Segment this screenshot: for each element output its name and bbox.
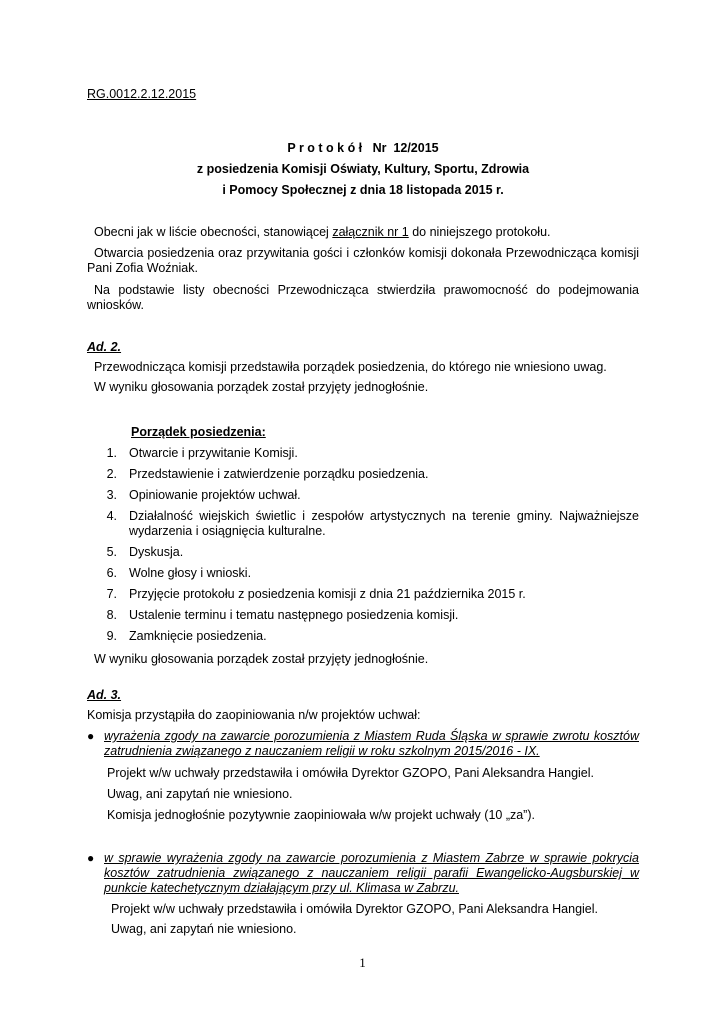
bullet-icon: ● [87,729,95,743]
attachment-link[interactable]: załącznik nr 1 [332,225,409,239]
ad3-heading: Ad. 3. [87,688,122,702]
agenda-list: 1. Otwarcie i przywitanie Komisji. 2. Przedstawienie i zatwierdzenie porządku posiedzenia. 3. Opiniowanie projektów uchwał. 4. Działalność wiejskich świetlic i zespołów artystycznych na terenie gminy. Najważniejsze wydarzenia i osiągnięcia kulturalne. 5. Dyskusja. 6. Wolne głosy i wnioski. 7. Przyjęcie protokołu z posiedzenia komisji z dnia 21 października 2015 r. 8. Ustalenie terminu i tematu następnego posiedzenia komisji. 9. Zamknięcie posiedzenia. [106,446,639,643]
ad2-heading: Ad. 2. [87,340,122,354]
resolution-title: w sprawie wyrażenia zgody na zawarcie porozumienia z Miastem Zabrze w sprawie pokrycia kosztów zatrudnienia związanego z nauczaniem religii parafii Ewangelicko-Augsburskiej w punkcie katechetycznym działającym przy ul. Klimasa w Zabrzu. [104,851,639,895]
bullet-icon: ● [87,851,95,865]
title-line-3: i Pomocy Społecznej z dnia 18 listopada 2015 r. [222,183,504,197]
title-line-2: z posiedzenia Komisji Oświaty, Kultury, Sportu, Zdrowia [196,162,530,176]
page-number: 1 [359,955,366,970]
resolution-remarks: Uwag, ani zapytań nie wniesiono. [111,922,297,936]
opening-paragraph: Otwarcia posiedzenia oraz przywitania gości i członków komisji dokonała Przewodnicząca komisji Pani Zofia Woźniak. [87,246,639,275]
attendance-paragraph: Obecni jak w liście obecności, stanowiącej załącznik nr 1 do niniejszego protokołu. [94,225,551,239]
ad2-paragraph-1: Przewodnicząca komisji przedstawiła porządek posiedzenia, do którego nie wniesiono uwag. [94,360,607,374]
resolution-presenter: Projekt w/w uchwały przedstawiła i omówiła Dyrektor GZOPO, Pani Aleksandra Hangiel. [111,902,598,916]
ad2-paragraph-2: W wyniku głosowania porządek został przyjęty jednogłośnie. [94,380,429,394]
quorum-paragraph: Na podstawie listy obecności Przewodnicząca stwierdziła prawomocność do podejmowania wniosków. [87,283,639,312]
ad3-intro: Komisja przystąpiła do zaopiniowania n/w projektów uchwał: [87,708,421,722]
document-reference: RG.0012.2.12.2015 [87,87,197,101]
ad2-paragraph-3: W wyniku głosowania porządek został przyjęty jednogłośnie. [94,652,429,666]
resolution-title: wyrażenia zgody na zawarcie porozumienia z Miastem Ruda Śląska w sprawie zwrotu kosztów zatrudnienia związanego z nauczaniem religii w roku szkolnym 2015/2016 - IX. [104,729,639,758]
resolution-remarks: Uwag, ani zapytań nie wniesiono. [107,787,293,801]
agenda-heading: Porządek posiedzenia: [131,425,266,439]
title-line-1: P r o t o k ó ł Nr 12/2015 [287,141,439,155]
resolution-presenter: Projekt w/w uchwały przedstawiła i omówiła Dyrektor GZOPO, Pani Aleksandra Hangiel. [107,766,594,780]
resolution-opinion: Komisja jednogłośnie pozytywnie zaopiniowała w/w projekt uchwały (10 „za”). [107,808,535,822]
